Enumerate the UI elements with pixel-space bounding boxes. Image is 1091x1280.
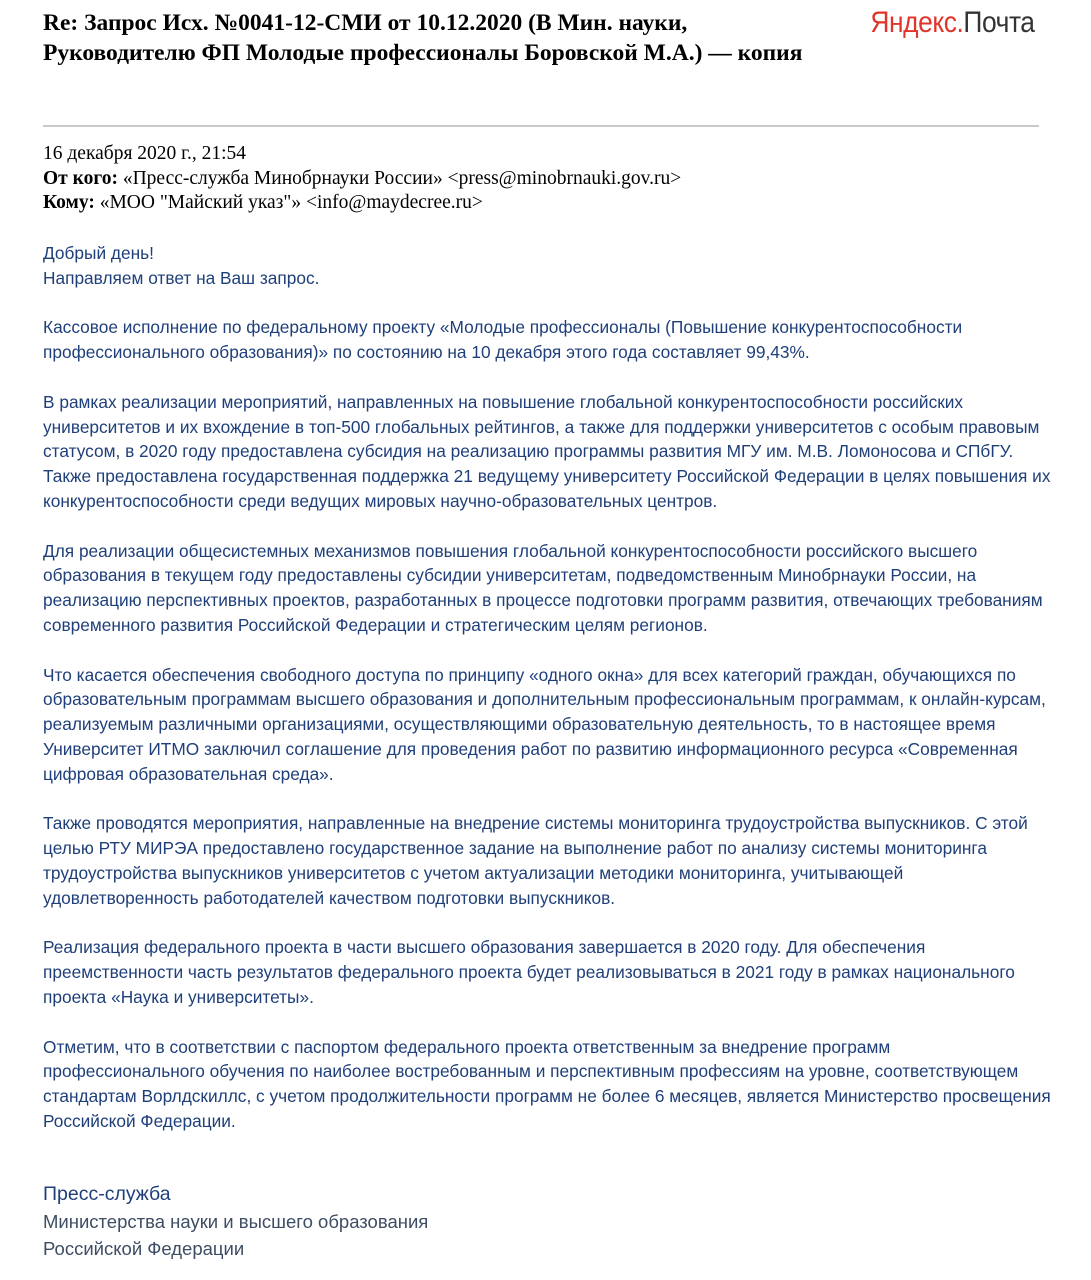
signature-title: Пресс-служба bbox=[43, 1183, 171, 1205]
body-paragraph: Реализация федерального проекта в части высшего образования завершается в 2020 году. Для обеспечения преемственности часть результатов федерального проекта будет реализовываться в 2021 году в рамках национального проекта «Наука и университеты». bbox=[43, 937, 1015, 1007]
body-paragraph: Что касается обеспечения свободного доступа по принципу «одного окна» для всех категорий граждан, обучающихся по образовательным программам высшего образования и дополнительным профессиональным программам, к онлайн-курсам, реализуемым различными организациями, осуществляющими образовательную деятельность, то в настоящее время Университет ИТМО заключил соглашение для проведения работ по развитию информационного ресурса «Современная цифровая образовательная среда». bbox=[43, 664, 1046, 784]
email-from-row bbox=[43, 167, 681, 192]
signature bbox=[43, 1181, 428, 1262]
header-divider bbox=[43, 125, 1039, 127]
email-subject: Re: Запрос Исх. №0041-12-СМИ от 10.12.2020 (В Мин. науки, Руководителю ФП Молодые профессионалы Боровской М.А.) — копия bbox=[43, 10, 803, 66]
email-body bbox=[43, 241, 1053, 1158]
body-paragraph: Отметим, что в соответствии с паспортом федерального проекта ответственным за внедрение программ профессионального обучения по наиболее востребованным и перспективным профессиям на уровне, соответствующем стандартам Ворлдскиллс, с учетом продолжительности программ не более 6 месяцев, является Министерство просвещения Российской Федерации. bbox=[43, 1036, 1051, 1131]
yandex-mail-logo[interactable] bbox=[871, 6, 1035, 40]
signature-org-line2: Российской Федерации bbox=[43, 1238, 245, 1259]
from-label: От кого: bbox=[43, 167, 118, 189]
logo-brand: Яндекс bbox=[870, 6, 957, 39]
body-paragraph: Также проводятся мероприятия, направленные на внедрение системы мониторинга трудоустройства выпускников. С этой целью РТУ МИРЭА предоставлено государственное задание на выполнение работ по анализу системы мониторинга трудоустройства выпускников университетов с учетом актуализации методики мониторинга, учитывающей удовлетворенность работодателей качеством подготовки выпускников. bbox=[43, 813, 1028, 908]
logo-dot: . bbox=[956, 6, 964, 39]
greeting: Добрый день! bbox=[43, 243, 154, 263]
logo-service: Почта bbox=[963, 6, 1035, 39]
body-paragraph: Для реализации общесистемных механизмов повышения глобальной конкурентоспособности российского высшего образования в текущем году предоставлены субсидии университетам, подведомственным Минобрнауки России, на реализацию перспективных проектов, разработанных в процессе подготовки программ развития, отвечающих требованиям современного развития Российской Федерации и стратегическим целям регионов. bbox=[43, 540, 1043, 635]
to-label: Кому: bbox=[43, 192, 95, 213]
body-paragraph: Кассовое исполнение по федеральному проекту «Молодые профессионалы (Повышение конкурентоспособности профессионального образования)» по состоянию на 10 декабря этого года составляет 99,43%. bbox=[43, 317, 963, 363]
email-to-row bbox=[43, 191, 681, 216]
from-value[interactable]: «Пресс-служба Минобрнауки России» <press@minobrnauki.gov.ru> bbox=[122, 167, 682, 189]
email-meta bbox=[43, 142, 681, 216]
signature-org-line1: Министерства науки и высшего образования bbox=[43, 1211, 429, 1232]
to-value[interactable]: «МОО "Майский указ"» <info@maydecree.ru> bbox=[99, 192, 483, 213]
intro: Направляем ответ на Ваш запрос. bbox=[43, 267, 320, 288]
email-date: 16 декабря 2020 г., 21:54 bbox=[43, 143, 247, 164]
body-paragraph: В рамках реализации мероприятий, направленных на повышение глобальной конкурентоспособности российских университетов и их вхождение в топ-500 глобальных рейтингов, а также для поддержки университетов с особым правовым статусом, в 2020 году предоставлена субсидия на реализацию программы развития МГУ им. М.В. Ломоносова и СПбГУ. Также предоставлена государственная поддержка 21 ведущему университету Российской Федерации в целях повышения их конкурентоспособности среди ведущих мировых научно-образовательных центров. bbox=[43, 391, 1051, 511]
